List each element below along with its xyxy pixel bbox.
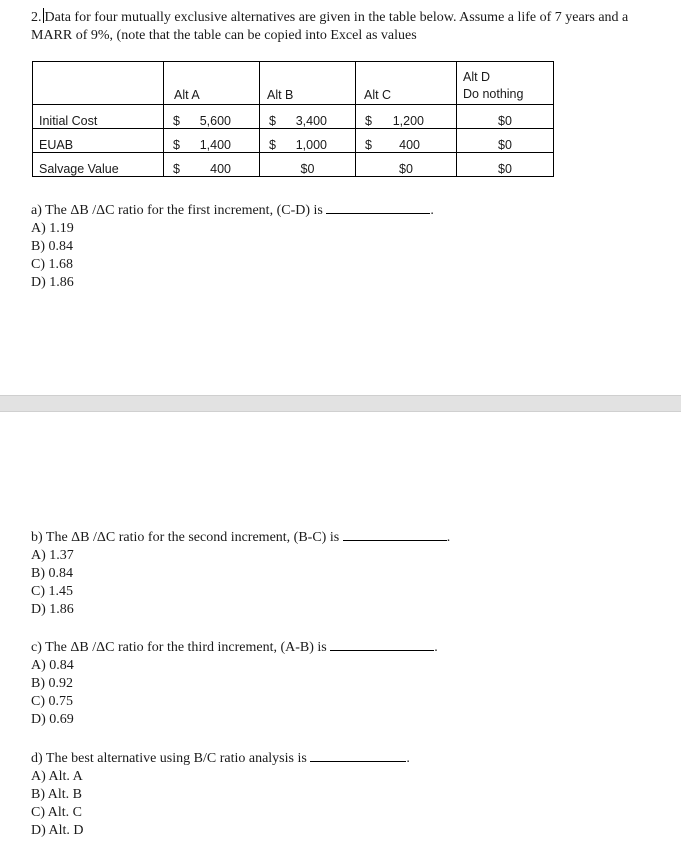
table-cell: [260, 153, 356, 177]
amount: 5,600: [199, 114, 231, 128]
option: B) 0.92: [31, 676, 73, 691]
row-label: EUAB: [33, 129, 164, 153]
table-cell: [260, 105, 356, 129]
option: B) 0.84: [31, 566, 73, 581]
table-cell: [164, 129, 260, 153]
table-header-cell: [457, 62, 554, 105]
table-cell: [164, 153, 260, 177]
table-cell: [260, 129, 356, 153]
part-a: [31, 200, 434, 292]
option: C) 0.75: [31, 694, 73, 709]
part-c-prompt: c) The ΔB /ΔC ratio for the third increment, (A-B) is: [31, 640, 327, 655]
table-row: [33, 105, 554, 129]
prompt-period: .: [434, 640, 438, 655]
table-row: [33, 129, 554, 153]
option: B) 0.84: [31, 239, 73, 254]
table-cell: $0: [457, 129, 554, 153]
option: D) 1.86: [31, 275, 74, 290]
table-cell: [356, 105, 457, 129]
header-alt-a: Alt A: [174, 88, 200, 102]
option: A) 1.37: [31, 548, 74, 563]
part-c: [31, 637, 438, 729]
text-cursor: [43, 8, 44, 23]
table-header-cell: [356, 62, 457, 105]
answer-blank: [326, 200, 430, 214]
part-a-prompt: a) The ΔB /ΔC ratio for the first increment, (C-D) is: [31, 203, 323, 218]
table-cell: $0: [457, 153, 554, 177]
part-b-prompt: b) The ΔB /ΔC ratio for the second increment, (B-C) is: [31, 530, 340, 545]
question-number: 2.: [31, 10, 42, 25]
table-row: [33, 153, 554, 177]
header-alt-d: Alt D: [463, 70, 491, 84]
table-cell: $0: [457, 105, 554, 129]
part-b: [31, 527, 450, 619]
currency-symbol: $: [269, 138, 276, 152]
option: C) Alt. C: [31, 805, 82, 820]
answer-blank: [330, 637, 434, 651]
amount: 1,000: [295, 138, 327, 152]
option: D) 0.69: [31, 712, 74, 727]
prompt-period: .: [430, 203, 434, 218]
part-d: [31, 748, 410, 840]
option: C) 1.45: [31, 584, 73, 599]
header-do-nothing: Do nothing: [463, 87, 524, 101]
row-label: Initial Cost: [33, 105, 164, 129]
amount: 3,400: [295, 114, 327, 128]
table-cell: [356, 153, 457, 177]
amount: 1,400: [199, 138, 231, 152]
alternatives-table: [32, 61, 554, 177]
part-d-prompt: d) The best alternative using B/C ratio analysis is: [31, 751, 307, 766]
amount: 1,200: [392, 114, 424, 128]
header-alt-b: Alt B: [267, 88, 294, 102]
option: A) Alt. A: [31, 769, 83, 784]
option: B) Alt. B: [31, 787, 82, 802]
table-header-cell: [260, 62, 356, 105]
prompt-period: .: [446, 530, 451, 545]
option: D) Alt. D: [31, 823, 84, 838]
currency-symbol: $: [365, 138, 372, 152]
header-alt-c: Alt C: [364, 88, 392, 102]
currency-symbol: $: [173, 162, 180, 176]
table-cell: [164, 105, 260, 129]
currency-symbol: $: [173, 138, 180, 152]
amount: 400: [399, 138, 420, 152]
row-label: Salvage Value: [33, 153, 164, 177]
option: C) 1.68: [31, 257, 73, 272]
prompt-period: .: [406, 751, 410, 766]
table-header-row: [33, 62, 554, 105]
currency-symbol: $: [365, 114, 372, 128]
table-header-cell: [164, 62, 260, 105]
question-intro-text: Data for four mutually exclusive alternatives are given in the table below. Assume a life of 7 years and a MARR of 9%, (note that the table can be copied into Excel as values: [31, 10, 629, 43]
question-intro: [31, 8, 661, 45]
option: D) 1.86: [31, 602, 74, 617]
currency-symbol: $: [173, 114, 180, 128]
currency-symbol: $: [269, 114, 276, 128]
table-cell: [356, 129, 457, 153]
amount: 400: [210, 162, 231, 176]
option: A) 0.84: [31, 658, 74, 673]
page-break-divider: [0, 395, 681, 412]
option: A) 1.19: [31, 221, 74, 236]
answer-blank: [343, 527, 447, 541]
amount: $0: [300, 162, 315, 176]
answer-blank: [310, 748, 406, 762]
amount: $0: [399, 162, 413, 176]
table-header-cell: [33, 62, 164, 105]
